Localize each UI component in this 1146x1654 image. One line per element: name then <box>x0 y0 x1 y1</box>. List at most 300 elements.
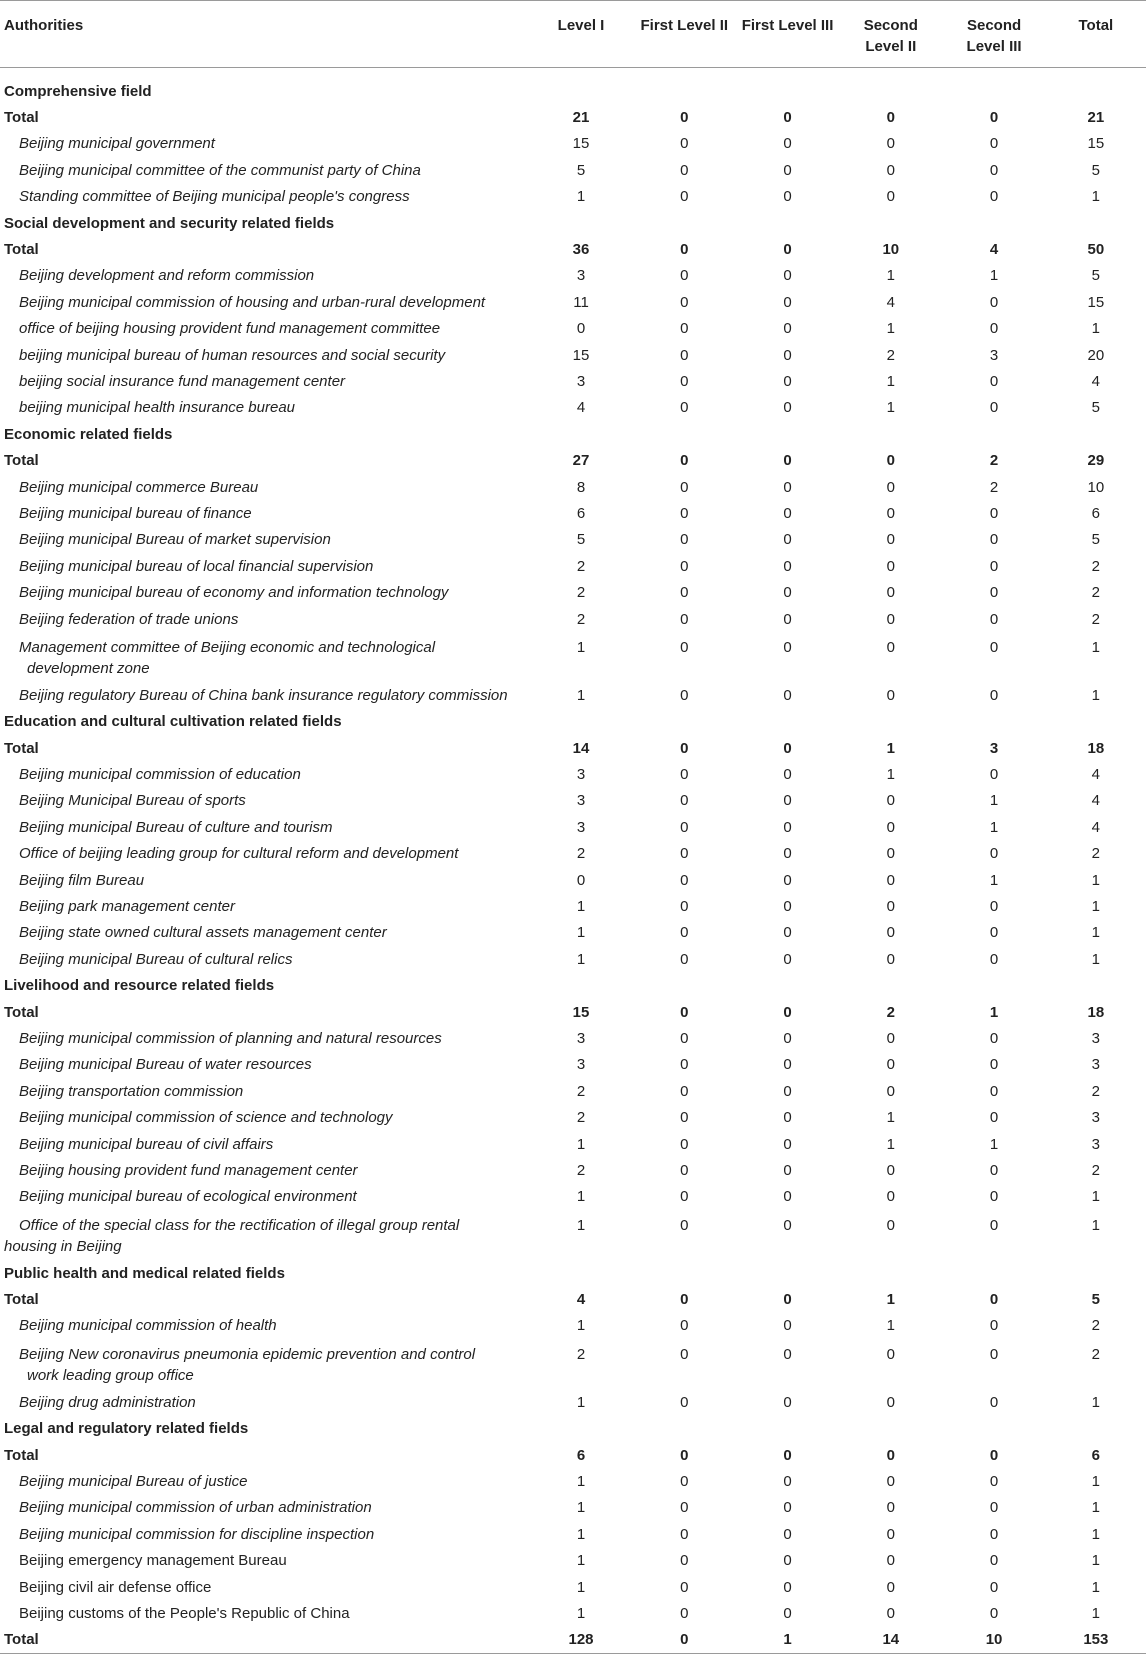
value-cell: 4 <box>886 293 895 311</box>
total-cell: 6 <box>1091 1446 1101 1464</box>
table-row <box>0 1521 1146 1547</box>
header-second-level-iii: Second Level III <box>942 1 1045 68</box>
value-cell: 0 <box>886 1188 895 1206</box>
value-cell: 0 <box>989 1161 999 1179</box>
value-cell: 0 <box>783 818 792 836</box>
section-total-row <box>0 1442 1146 1468</box>
value-cell: 0 <box>783 1161 792 1179</box>
table-row <box>0 157 1146 183</box>
value-cell: 1 <box>1091 1499 1101 1517</box>
value-cell: 0 <box>886 898 895 916</box>
total-cell: 1 <box>886 1291 895 1309</box>
value-cell: 1 <box>576 1473 586 1491</box>
value-cell: 0 <box>680 1029 689 1047</box>
table-row <box>0 606 1146 632</box>
authority-name: Beijing housing provident fund management center <box>19 1161 358 1179</box>
value-cell: 0 <box>989 1499 999 1517</box>
value-cell: 0 <box>886 504 895 522</box>
value-cell: 3 <box>576 1056 586 1074</box>
total-cell: 0 <box>783 109 792 127</box>
total-cell: 0 <box>783 241 792 259</box>
value-cell: 0 <box>680 478 689 496</box>
value-cell: 0 <box>989 1217 999 1235</box>
value-cell: 0 <box>680 1109 689 1127</box>
value-cell: 0 <box>680 871 689 889</box>
value-cell: 0 <box>886 1056 895 1074</box>
value-cell: 4 <box>1091 766 1101 784</box>
value-cell: 1 <box>576 1217 586 1235</box>
value-cell: 0 <box>680 1552 689 1570</box>
value-cell: 0 <box>783 1552 792 1570</box>
value-cell: 1 <box>989 267 999 285</box>
table-row <box>0 788 1146 814</box>
grand-total-cell: 1 <box>736 1627 839 1654</box>
table-row <box>0 527 1146 553</box>
value-cell: 0 <box>886 1525 895 1543</box>
value-cell: 0 <box>783 950 792 968</box>
authority-name: Beijing municipal commission of health <box>19 1317 277 1335</box>
value-cell: 2 <box>886 346 895 364</box>
authority-name: beijing municipal bureau of human resources and social security <box>19 346 446 364</box>
table-row <box>0 131 1146 157</box>
value-cell: 1 <box>576 1135 586 1153</box>
section-header-row <box>0 1416 1146 1442</box>
authority-name: Beijing customs of the People's Republic of China <box>19 1605 350 1622</box>
value-cell: 0 <box>989 188 999 206</box>
grand-total-cell: 10 <box>942 1627 1045 1654</box>
value-cell: 0 <box>680 898 689 916</box>
value-cell: 0 <box>989 293 999 311</box>
value-cell: 1 <box>576 1605 586 1622</box>
total-cell: 0 <box>783 739 792 757</box>
total-cell: 0 <box>680 1291 689 1309</box>
value-cell: 0 <box>989 845 999 863</box>
authority-name: Office of beijing leading group for cultural reform and development <box>19 845 459 863</box>
value-cell: 0 <box>989 531 999 549</box>
total-cell: 0 <box>886 1446 895 1464</box>
total-cell: 18 <box>1087 1003 1105 1021</box>
value-cell: 0 <box>886 1605 895 1622</box>
value-cell: 0 <box>783 320 792 338</box>
authority-name: Beijing municipal commission of education <box>19 766 301 784</box>
authority-name: beijing municipal health insurance bureau <box>19 399 296 417</box>
value-cell: 0 <box>783 1109 792 1127</box>
value-cell: 0 <box>680 1082 689 1100</box>
value-cell: 0 <box>886 610 895 628</box>
value-cell: 0 <box>989 504 999 522</box>
total-cell: 0 <box>680 109 689 127</box>
authority-name: Beijing federation of trade unions <box>19 610 239 628</box>
value-cell: 0 <box>989 639 999 657</box>
value-cell: 3 <box>576 372 586 390</box>
value-cell: 20 <box>1087 346 1105 364</box>
value-cell: 0 <box>989 557 999 575</box>
total-cell: 4 <box>989 241 999 259</box>
authority-name-line: Beijing New coronavirus pneumonia epidemic prevention and control <box>19 1346 476 1364</box>
authority-name: Beijing development and reform commission <box>19 267 315 285</box>
value-cell: 1 <box>576 639 586 657</box>
total-cell: 6 <box>576 1446 586 1464</box>
total-cell: 18 <box>1087 739 1105 757</box>
total-label: Total <box>4 1446 39 1464</box>
table-row <box>0 1210 1146 1260</box>
value-cell: 0 <box>783 267 792 285</box>
value-cell: 1 <box>1091 1578 1101 1596</box>
authority-name: Beijing park management center <box>19 898 235 916</box>
value-cell: 1 <box>1091 1473 1101 1491</box>
value-cell: 0 <box>783 372 792 390</box>
value-cell: 0 <box>680 399 689 417</box>
value-cell: 0 <box>783 557 792 575</box>
value-cell: 2 <box>576 845 586 863</box>
value-cell: 2 <box>576 1346 586 1364</box>
value-cell: 0 <box>783 504 792 522</box>
value-cell: 0 <box>680 639 689 657</box>
value-cell: 2 <box>576 1161 586 1179</box>
value-cell: 1 <box>1091 1525 1101 1543</box>
total-cell: 36 <box>572 241 590 259</box>
table-row <box>0 1389 1146 1415</box>
value-cell: 0 <box>680 504 689 522</box>
value-cell: 1 <box>989 792 999 810</box>
total-cell: 21 <box>572 109 590 127</box>
value-cell: 1 <box>1091 1217 1101 1235</box>
total-cell: 0 <box>989 109 999 127</box>
value-cell: 0 <box>680 1605 689 1622</box>
value-cell: 1 <box>1091 898 1101 916</box>
value-cell: 0 <box>783 293 792 311</box>
value-cell: 1 <box>1091 924 1101 942</box>
value-cell: 2 <box>576 610 586 628</box>
value-cell: 1 <box>886 267 895 285</box>
value-cell: 5 <box>1091 161 1101 179</box>
authority-name: Beijing municipal commission of science and technology <box>19 1109 393 1127</box>
value-cell: 1 <box>989 871 999 889</box>
table-row <box>0 500 1146 526</box>
value-cell: 0 <box>989 1346 999 1364</box>
authority-name: Beijing municipal committee of the communist party of China <box>19 161 421 179</box>
value-cell: 0 <box>989 924 999 942</box>
table-row <box>0 579 1146 605</box>
value-cell: 1 <box>886 1135 895 1153</box>
value-cell: 0 <box>680 161 689 179</box>
value-cell: 0 <box>886 950 895 968</box>
value-cell: 1 <box>1091 871 1101 889</box>
section-header-row <box>0 78 1146 104</box>
value-cell: 0 <box>680 1188 689 1206</box>
value-cell: 0 <box>886 818 895 836</box>
value-cell: 1 <box>1091 1188 1101 1206</box>
value-cell: 1 <box>1091 639 1101 657</box>
section-title: Public health and medical related fields <box>4 1264 285 1282</box>
value-cell: 0 <box>680 950 689 968</box>
value-cell: 0 <box>783 610 792 628</box>
section-total-row <box>0 1286 1146 1312</box>
value-cell: 15 <box>572 346 590 364</box>
value-cell: 0 <box>680 188 689 206</box>
value-cell: 0 <box>783 1082 792 1100</box>
total-cell: 2 <box>989 452 999 470</box>
value-cell: 11 <box>573 293 589 311</box>
value-cell: 0 <box>886 478 895 496</box>
total-cell: 3 <box>989 739 999 757</box>
value-cell: 0 <box>886 557 895 575</box>
value-cell: 1 <box>576 686 586 704</box>
authority-name: Beijing municipal commission of planning and natural resources <box>19 1029 442 1047</box>
value-cell: 1 <box>886 372 895 390</box>
value-cell: 0 <box>783 1473 792 1491</box>
value-cell: 5 <box>576 161 586 179</box>
total-cell: 2 <box>886 1003 895 1021</box>
section-title: Education and cultural cultivation related fields <box>4 713 342 731</box>
value-cell: 0 <box>886 1161 895 1179</box>
value-cell: 3 <box>1091 1109 1101 1127</box>
authority-name: Beijing municipal Bureau of water resources <box>19 1056 312 1074</box>
value-cell: 0 <box>989 1188 999 1206</box>
value-cell: 1 <box>576 188 586 206</box>
authority-name: Beijing civil air defense office <box>19 1578 212 1596</box>
value-cell: 1 <box>1091 188 1101 206</box>
value-cell: 0 <box>680 1161 689 1179</box>
value-cell: 0 <box>783 135 792 153</box>
table-row <box>0 342 1146 368</box>
value-cell: 0 <box>783 766 792 784</box>
table-row <box>0 1574 1146 1600</box>
value-cell: 0 <box>680 372 689 390</box>
value-cell: 0 <box>680 346 689 364</box>
value-cell: 5 <box>576 531 586 549</box>
value-cell: 2 <box>576 1109 586 1127</box>
value-cell: 0 <box>886 871 895 889</box>
section-total-row <box>0 104 1146 130</box>
value-cell: 2 <box>576 584 586 602</box>
section-total-row <box>0 447 1146 473</box>
value-cell: 0 <box>680 792 689 810</box>
table-row <box>0 1339 1146 1389</box>
value-cell: 0 <box>680 531 689 549</box>
table-row <box>0 1548 1146 1574</box>
value-cell: 0 <box>886 639 895 657</box>
value-cell: 1 <box>886 766 895 784</box>
value-cell: 1 <box>989 818 999 836</box>
value-cell: 15 <box>1087 135 1105 153</box>
authority-name-line: work leading group office <box>27 1367 194 1385</box>
grand-total-row <box>0 1627 1146 1654</box>
value-cell: 0 <box>886 188 895 206</box>
total-cell: 50 <box>1087 241 1105 259</box>
value-cell: 0 <box>783 1346 792 1364</box>
authority-name: Beijing municipal bureau of ecological environment <box>19 1188 357 1206</box>
value-cell: 0 <box>886 161 895 179</box>
table-row <box>0 1468 1146 1494</box>
authority-name: Beijing transportation commission <box>19 1082 244 1100</box>
total-cell: 0 <box>783 1446 792 1464</box>
value-cell: 0 <box>680 766 689 784</box>
value-cell: 0 <box>886 924 895 942</box>
value-cell: 0 <box>783 686 792 704</box>
value-cell: 15 <box>1087 293 1105 311</box>
table-row <box>0 867 1146 893</box>
total-cell: 0 <box>680 1003 689 1021</box>
authority-name: Beijing regulatory Bureau of China bank insurance regulatory commission <box>19 686 508 704</box>
authority-name <box>0 632 529 682</box>
authority-name: Beijing municipal commerce Bureau <box>19 478 259 496</box>
value-cell: 2 <box>1091 584 1101 602</box>
value-cell: 0 <box>680 1473 689 1491</box>
value-cell: 0 <box>886 1552 895 1570</box>
value-cell: 0 <box>989 766 999 784</box>
grand-total-cell: 0 <box>633 1627 736 1654</box>
value-cell: 1 <box>886 1109 895 1127</box>
value-cell: 0 <box>680 1578 689 1596</box>
value-cell: 0 <box>783 161 792 179</box>
authority-name: Beijing drug administration <box>19 1393 196 1411</box>
value-cell: 0 <box>680 1317 689 1335</box>
value-cell: 0 <box>783 1029 792 1047</box>
value-cell: 0 <box>783 792 792 810</box>
total-cell: 0 <box>989 1291 999 1309</box>
table-row <box>0 761 1146 787</box>
total-cell: 1 <box>886 739 895 757</box>
value-cell: 0 <box>783 1135 792 1153</box>
section-total-row <box>0 999 1146 1025</box>
value-cell: 0 <box>989 584 999 602</box>
value-cell: 3 <box>989 346 999 364</box>
value-cell: 0 <box>783 1188 792 1206</box>
total-cell: 0 <box>886 452 895 470</box>
section-header-row <box>0 1260 1146 1286</box>
value-cell: 1 <box>576 924 586 942</box>
value-cell: 0 <box>680 1499 689 1517</box>
table-row <box>0 1052 1146 1078</box>
value-cell: 0 <box>680 1393 689 1411</box>
authority-name: Beijing municipal Bureau of justice <box>19 1473 248 1491</box>
value-cell: 0 <box>886 135 895 153</box>
table-row <box>0 841 1146 867</box>
value-cell: 0 <box>989 1393 999 1411</box>
header-first-level-ii: First Level II <box>633 1 736 68</box>
header-row <box>0 1 1146 68</box>
value-cell: 3 <box>576 267 586 285</box>
value-cell: 0 <box>680 610 689 628</box>
value-cell: 4 <box>1091 792 1101 810</box>
section-title: Social development and security related fields <box>4 214 335 232</box>
value-cell: 0 <box>989 1109 999 1127</box>
table-row <box>0 316 1146 342</box>
grand-total-cell: 128 <box>529 1627 632 1654</box>
authority-name-line: Management committee of Beijing economic and technological <box>19 639 436 657</box>
authority-name <box>0 1339 529 1389</box>
total-cell: 0 <box>680 452 689 470</box>
value-cell: 6 <box>1091 504 1101 522</box>
value-cell: 0 <box>989 1082 999 1100</box>
total-cell: 0 <box>680 1446 689 1464</box>
value-cell: 15 <box>572 135 590 153</box>
value-cell: 0 <box>886 531 895 549</box>
total-label: Total <box>4 739 39 757</box>
table-row <box>0 474 1146 500</box>
total-cell: 0 <box>886 109 895 127</box>
value-cell: 0 <box>680 267 689 285</box>
value-cell: 3 <box>1091 1029 1101 1047</box>
table-row <box>0 682 1146 708</box>
value-cell: 1 <box>886 320 895 338</box>
section-title: Comprehensive field <box>4 82 152 100</box>
table-row <box>0 1313 1146 1339</box>
value-cell: 1 <box>576 1578 586 1596</box>
value-cell: 0 <box>680 1056 689 1074</box>
value-cell: 0 <box>680 557 689 575</box>
value-cell: 1 <box>576 1525 586 1543</box>
value-cell: 0 <box>989 1525 999 1543</box>
value-cell: 1 <box>1091 1393 1101 1411</box>
value-cell: 0 <box>886 1217 895 1235</box>
value-cell: 0 <box>783 639 792 657</box>
total-cell: 10 <box>882 241 900 259</box>
value-cell: 5 <box>1091 267 1101 285</box>
authority-name: Beijing municipal commission of housing and urban-rural development <box>19 293 486 311</box>
value-cell: 1 <box>576 1393 586 1411</box>
authority-name-line: Office of the special class for the rectification of illegal group rental <box>19 1217 460 1235</box>
value-cell: 0 <box>989 898 999 916</box>
section-header-row <box>0 709 1146 735</box>
section-header-row <box>0 421 1146 447</box>
table-row <box>0 553 1146 579</box>
section-title: Economic related fields <box>4 425 173 443</box>
value-cell: 0 <box>989 1029 999 1047</box>
grand-total-label: Total <box>0 1627 529 1654</box>
value-cell: 0 <box>783 845 792 863</box>
value-cell: 0 <box>989 686 999 704</box>
value-cell: 0 <box>886 1499 895 1517</box>
value-cell: 1 <box>989 1135 999 1153</box>
value-cell: 0 <box>886 1029 895 1047</box>
value-cell: 3 <box>576 792 586 810</box>
value-cell: 1 <box>576 1317 586 1335</box>
value-cell: 1 <box>576 898 586 916</box>
value-cell: 0 <box>680 845 689 863</box>
value-cell: 4 <box>1091 818 1101 836</box>
header-total: Total <box>1046 1 1146 68</box>
value-cell: 0 <box>783 1499 792 1517</box>
total-cell: 0 <box>783 452 792 470</box>
value-cell: 0 <box>783 584 792 602</box>
header-level-i: Level I <box>529 1 632 68</box>
table-row <box>0 1078 1146 1104</box>
total-cell: 0 <box>989 1446 999 1464</box>
section-title: Livelihood and resource related fields <box>4 977 275 995</box>
value-cell: 10 <box>1087 478 1105 496</box>
value-cell: 0 <box>680 293 689 311</box>
total-cell: 15 <box>572 1003 590 1021</box>
value-cell: 0 <box>576 871 586 889</box>
value-cell: 0 <box>680 1346 689 1364</box>
table-row <box>0 368 1146 394</box>
table-row <box>0 1184 1146 1210</box>
table-row <box>0 632 1146 682</box>
authority-name <box>0 1210 529 1260</box>
value-cell: 5 <box>1091 531 1101 549</box>
value-cell: 0 <box>989 950 999 968</box>
authority-name: Beijing Municipal Bureau of sports <box>19 792 246 810</box>
value-cell: 1 <box>576 1188 586 1206</box>
value-cell: 3 <box>1091 1056 1101 1074</box>
grand-total-cell: 14 <box>839 1627 942 1654</box>
table-row <box>0 289 1146 315</box>
authority-name: Beijing emergency management Bureau <box>19 1552 287 1570</box>
table-row <box>0 1131 1146 1157</box>
section-header-row <box>0 973 1146 999</box>
